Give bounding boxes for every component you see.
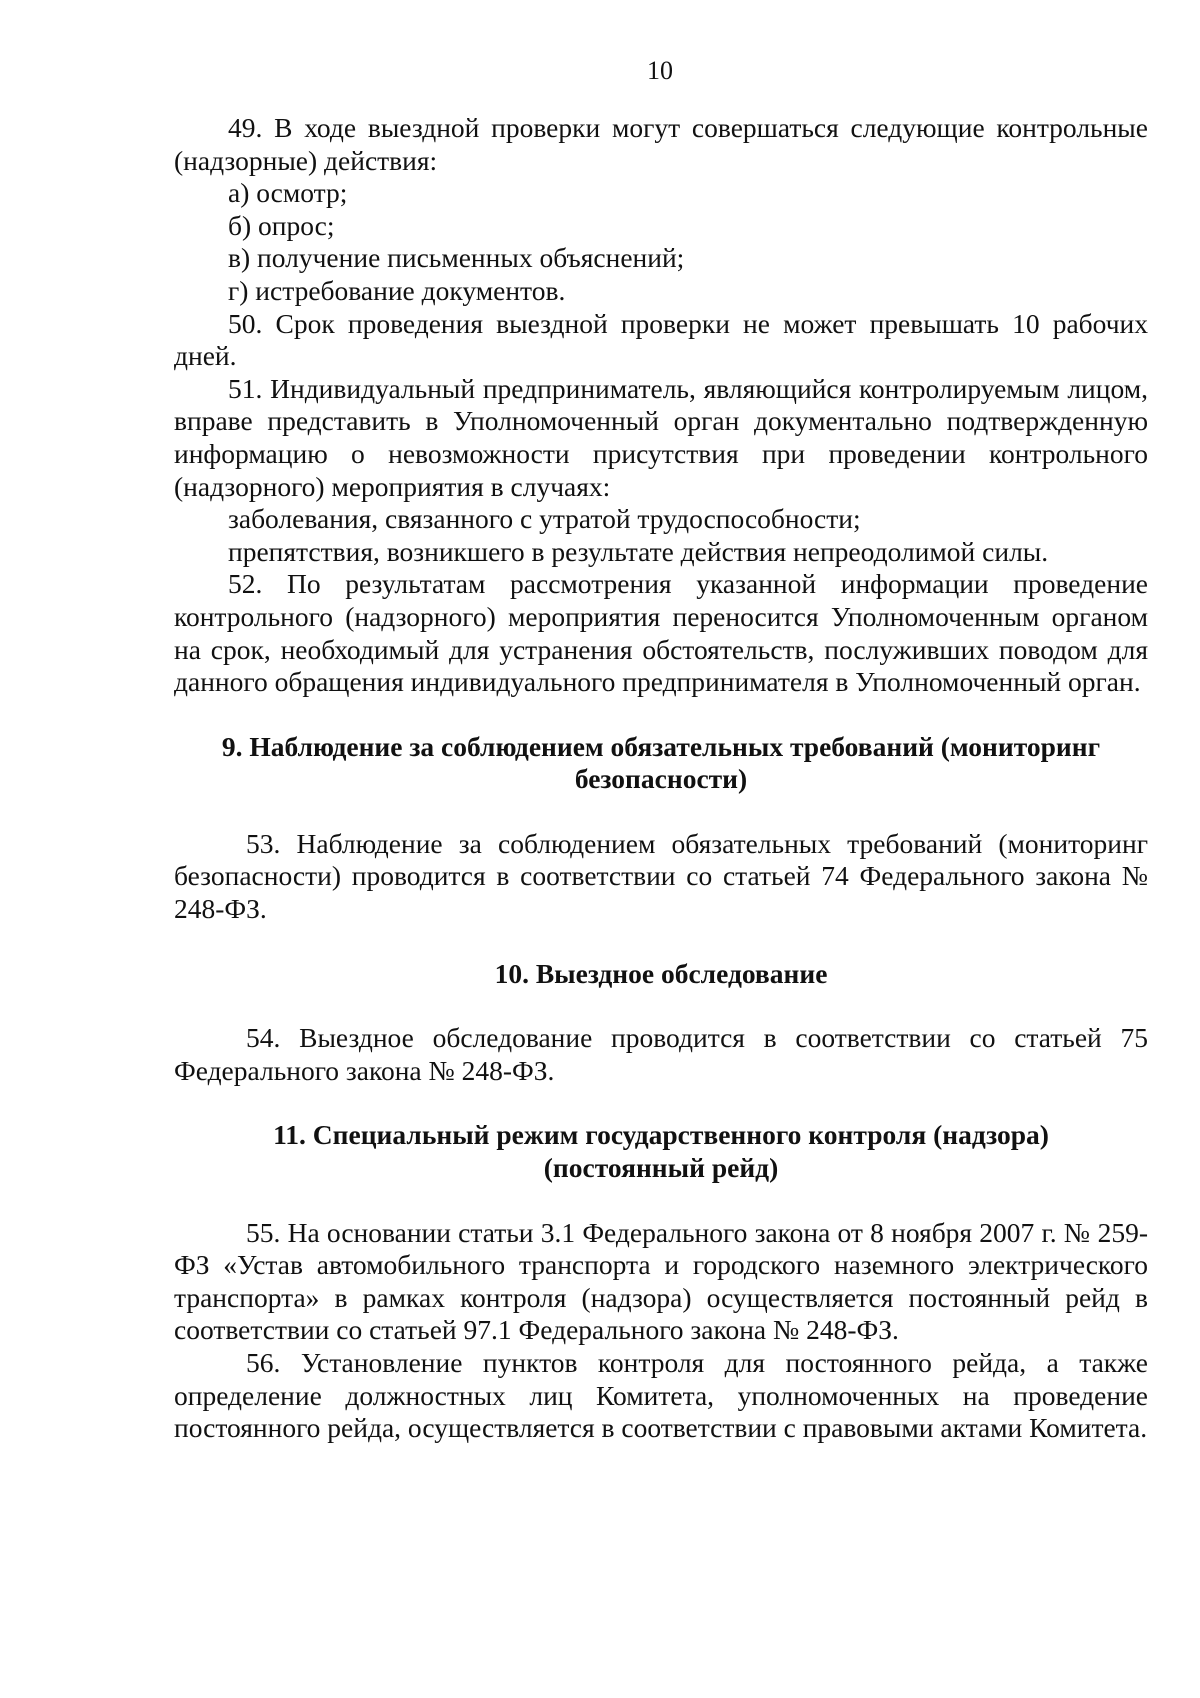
paragraph-51: 51. Индивидуальный предприниматель, являющийся контролируемым лицом, вправе представить в Уполномоченный орган документально подтвержденную информацию о невозможности присутствия при проведении контрольного (надзорного) мероприятия в случаях: (174, 372, 1148, 502)
paragraph-53: 53. Наблюдение за соблюдением обязательных требований (мониторинг безопасности) проводится в соответствии со статьей 74 Федерального закона № 248-ФЗ. (174, 827, 1148, 925)
list-item: г) истребование документов. (228, 274, 566, 306)
list-item: а) осмотр; (228, 177, 348, 209)
section-heading-line: 11. Специальный режим государственного контроля (надзора) (273, 1119, 1049, 1151)
paragraph-49: 49. В ходе выездной проверки могут совершаться следующие контрольные (надзорные) действия: (174, 112, 1148, 176)
section-heading-line: (постоянный рейд) (543, 1152, 779, 1184)
list-item: заболевания, связанного с утратой трудоспособности; (228, 503, 861, 535)
page-number: 10 (647, 56, 673, 85)
list-item: б) опрос; (228, 209, 335, 241)
list-item: препятствия, возникшего в результате действия непреодолимой силы. (228, 535, 1049, 567)
section-heading-10 (174, 958, 1148, 991)
list-item: в) получение письменных объяснений; (228, 242, 685, 274)
section-heading-11 (174, 1119, 1148, 1184)
paragraph-50: 50. Срок проведения выездной проверки не может превышать 10 рабочих дней. (174, 307, 1148, 372)
section-heading-line: 10. Выездное обследование (494, 957, 828, 989)
paragraph-54: 54. Выездное обследование проводится в соответствии со статьей 75 Федерального закона № 248-ФЗ. (174, 1022, 1148, 1086)
section-heading-line: 9. Наблюдение за соблюдением обязательных требований (мониторинг (221, 730, 1101, 762)
section-heading-9 (174, 731, 1148, 796)
document-body (174, 112, 1148, 1445)
paragraph-52: 52. По результатам рассмотрения указанной информации проведение контрольного (надзорного) мероприятия переносится Уполномоченным органом на срок, необходимый для устранения обстоятельств, послуживших поводом для данного обращения индивидуального предпринимателя в Уполномоченный орган. (174, 568, 1148, 698)
paragraph-56: 56. Установление пунктов контроля для постоянного рейда, а также определение должностных лиц Комитета, уполномоченных на проведение постоянного рейда, осуществляется в соответствии с правовыми актами Комитета. (174, 1347, 1148, 1444)
paragraph-55: 55. На основании статьи 3.1 Федерального закона от 8 ноября 2007 г. № 259-ФЗ «Устав автомобильного транспорта и городского наземного электрического транспорта» в рамках контроля (надзора) осуществляется постоянный рейд в соответствии со статьей 97.1 Федерального закона № 248-ФЗ. (174, 1216, 1148, 1346)
section-heading-line: безопасности) (574, 763, 748, 795)
